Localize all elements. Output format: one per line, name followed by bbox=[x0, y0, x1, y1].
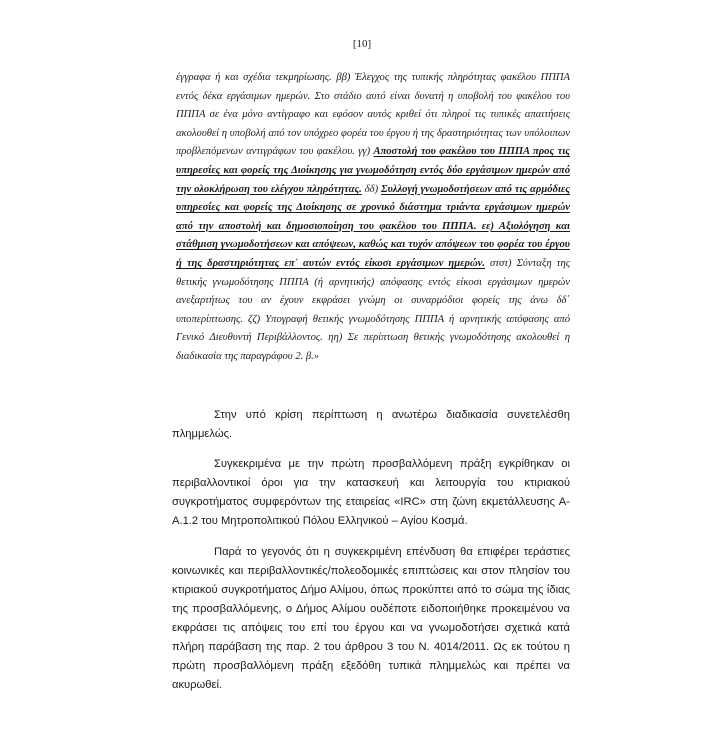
quote-text: έγγραφα ή και σχέδια τεκμηρίωσης. ββ) Έλεγχος της τυπικής πληρότητας φακέλου ΠΠΠΑ εντός δέκα εργάσιμων ημερών. Στο στάδιο αυτό είναι δυνατή η υποβολή του φακέλου του ΠΠΠΑ σε ένα μόνο αντίγραφο και εφόσον αυτός κριθεί ότι πληροί τις τυπικές απαιτήσεις ακολουθεί η υποβολή από τον υπόχρεο φορέα του έργου ή της δραστηριότητας των υπόλοιπων προβλεπόμενων αντιγράφων του φακέλου. γγ) bbox=[176, 72, 570, 158]
quote-emphasis: Αποστολή του φακέλου του ΠΠΠΑ προς τις υπηρεσίες και φορείς της Διοίκησης για γνωμοδότηση εντός δύο εργάσιμων ημερών από την ολοκλήρωση του ελέγχου πληρότητας. bbox=[176, 146, 570, 195]
page-number: [10] bbox=[352, 38, 372, 50]
body-paragraph: Παρά το γεγονός ότι η συγκεκριμένη επένδυση θα επιφέρει τεράστιες κοινωνικές και περιβαλλοντικές/πολεοδομικές επιπτώσεις και στον πλησίον του κτιριακού συγκροτήματος Δήμο Αλίμου, όπως προκύπτει από το σώμα της ίδιας της προσβαλλόμενης, ο Δήμος Αλίμου ουδέποτε ειδοποιήθηκε προκειμένου να εκφράσει τις απόψεις του επί του έργου και να γνωμοδοτήσει σχετικά κατά πλήρη παράβαση της παρ. 2 του άρθρου 3 του Ν. 4014/2011. Ως εκ τούτου η πρώτη προσβαλλόμενη πράξη εξεδόθη τυπικά πλημμελώς και πρέπει να ακυρωθεί. bbox=[172, 546, 570, 691]
body-paragraph: Συγκεκριμένα με την πρώτη προσβαλλόμενη πράξη εγκρίθηκαν οι περιβαλλοντικοί όροι για την κατασκευή και λειτουργία του κτιριακού συγκροτήματος συμφερόντων της εταιρείας «IRC» στη ζώνη εκμετάλλευσης Α-Α.1.2 του Μητροπολιτικού Πόλου Ελληνικού – Αγίου Κοσμά. bbox=[172, 458, 570, 527]
quote-text: στστ) Σύνταξη της θετικής γνωμοδότησης ΠΠΠΑ (ή αρνητικής) απόφασης εντός είκοσι εργάσιμων ημερών ανεξαρτήτως του αν έχουν εκφράσει γνώμη οι συναρμόδιοι φορείς της άνω δδ΄ υποπερίπτωσης. ζζ) Υπογραφή θετικής γνωμοδότησης ΠΠΠΑ ή αρνητικής απόφασης από Γενικό Διευθυντή Περιβάλλοντος. ηη) Σε περίπτωση θετικής γνωμοδότησης ακολουθεί η διαδικασία της παραγράφου 2. β.» bbox=[176, 257, 571, 362]
quote-text: δδ) bbox=[361, 183, 382, 195]
quote-emphasis: Συλλογή γνωμοδοτήσεων από τις αρμόδιες υπηρεσίες και φορείς της Διοίκησης σε χρονικό διάστημα τριάντα εργάσιμων ημερών από την αποστολή και δημοσιοποίηση του φακέλου του ΠΠΠΑ. εε) Αξιολόγηση και στάθμιση γνωμοδοτήσεων και απόψεων, καθώς και τυχόν απόψεων του φορέα του έργου ή της δραστηριότητας επ᾽ αυτών εντός είκοσι εργάσιμων ημερών. bbox=[176, 183, 571, 269]
body-paragraph: Στην υπό κρίση περίπτωση η ανωτέρω διαδικασία συνετελέσθη πλημμελώς. bbox=[172, 409, 570, 440]
quoted-legal-text bbox=[176, 69, 570, 367]
